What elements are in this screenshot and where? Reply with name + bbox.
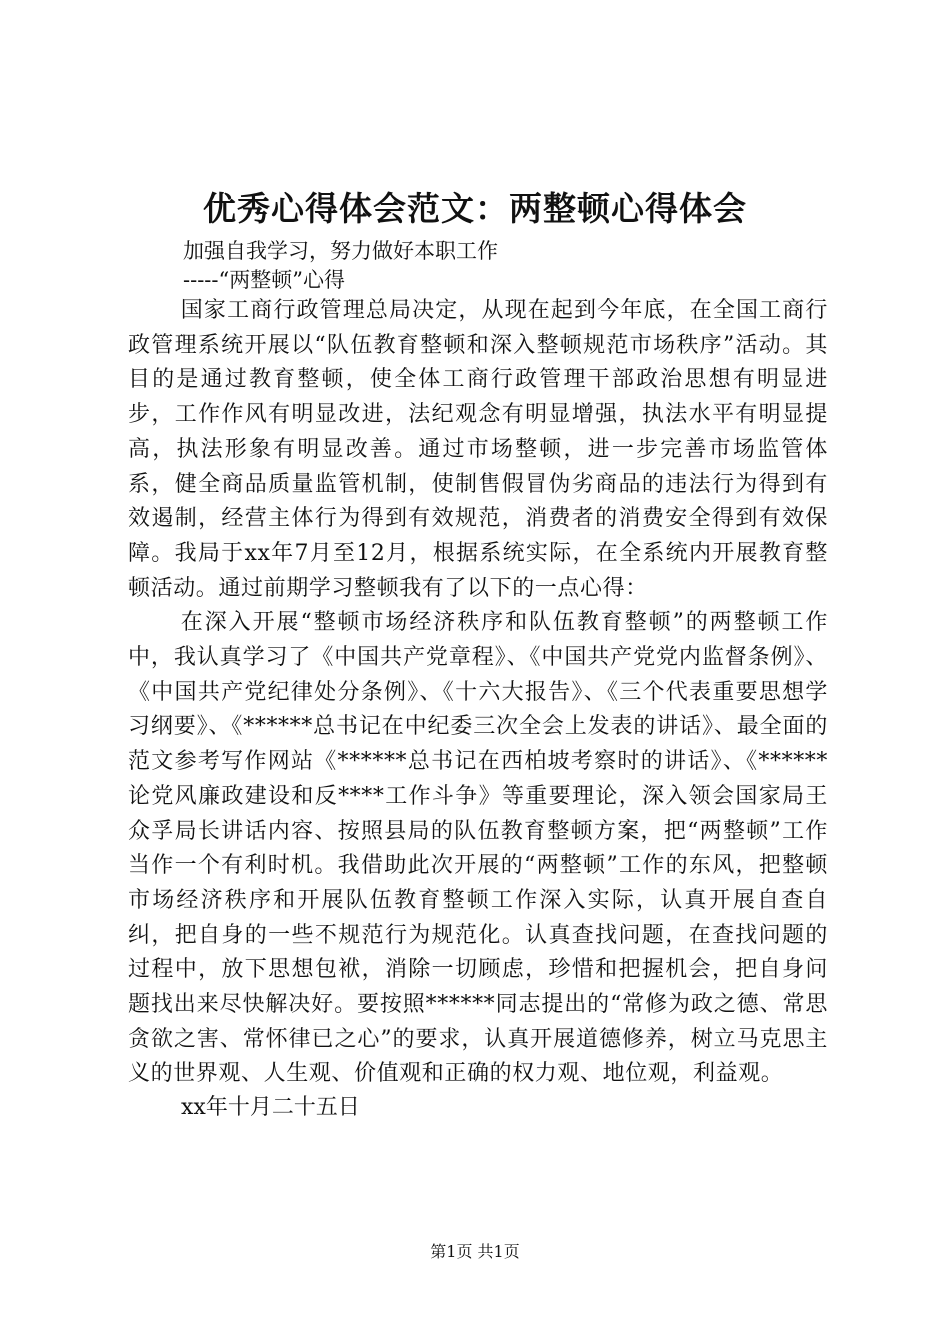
- body-paragraph: 国家工商行政管理总局决定，从现在起到今年底，在全国工商行政管理系统开展以“队伍教育整顿和深入整顿规范市场秩序”活动。其目的是通过教育整顿，使全体工商行政管理干部政治思想有明显进步，工作作风有明显改进，法纪观念有明显增强，执法水平有明显提高，执法形象有明显改善。通过市场整顿，进一步完善市场监管体系，健全商品质量监管机制，使制售假冒伪劣商品的违法行为得到有效遏制，经营主体行为得到有效规范，消费者的消费安全得到有效保障。我局于xx年7月至12月，根据系统实际，在全系统内开展教育整顿活动。通过前期学习整顿我有了以下的一点心得：: [128, 298, 828, 601]
- document-body: [128, 294, 828, 1092]
- document-subtitle: 加强自我学习，努力做好本职工作: [183, 239, 498, 263]
- page-number-footer: 第1页 共1页: [430, 1242, 520, 1261]
- body-paragraph: 在深入开展“整顿市场经济秩序和队伍教育整顿”的两整顿工作中，我认真学习了《中国共产党章程》、《中国共产党党内监督条例》、《中国共产党纪律处分条例》、《十六大报告》、《三个代表重要思想学习纲要》、《******总书记在中纪委三次全会上发表的讲话》、最全面的范文参考写作网站《******总书记在西柏坡考察时的讲话》、《******论党风廉政建设和反****工作斗争》等重要理论，深入领会国家局王众孚局长讲话内容、按照县局的队伍教育整顿方案，把“两整顿”工作当作一个有利时机。我借助此次开展的“两整顿”工作的东风，把整顿市场经济秩序和开展队伍教育整顿工作深入实际，认真开展自查自纠，把自身的一些不规范行为规范化。认真查找问题，在查找问题的过程中，放下思想包袱，消除一切顾虑，珍惜和把握机会，把自身问题找出来尽快解决好。要按照******同志提出的“常修为政之德、常思贪欲之害、常怀律已之心”的要求，认真开展道德修养，树立马克思主义的世界观、人生观、价值观和正确的权力观、地位观，利益观。: [128, 610, 828, 1087]
- document-subtitle-suffix: -----“两整顿”心得: [183, 268, 345, 292]
- document-title: 优秀心得体会范文：两整顿心得体会: [203, 189, 747, 228]
- document-date: xx年十月二十五日: [181, 1095, 360, 1120]
